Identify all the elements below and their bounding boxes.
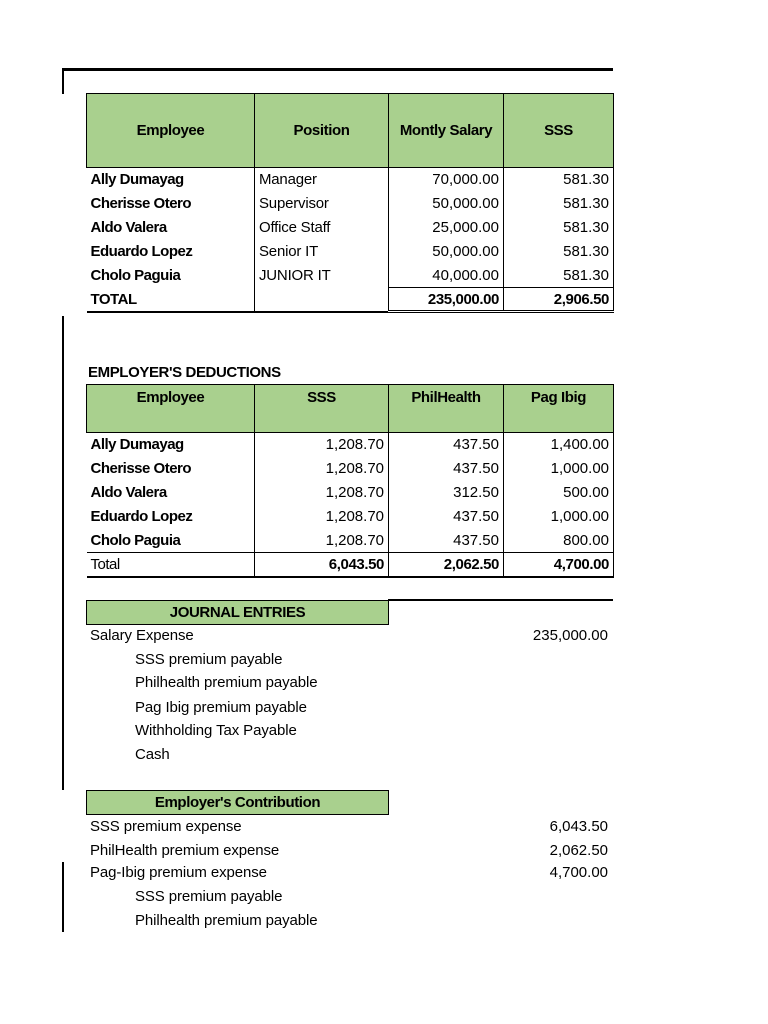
employee-position: Office Staff — [255, 216, 389, 240]
col-header-employee: Employee — [87, 385, 255, 433]
journal-account: Philhealth premium payable — [135, 674, 318, 691]
table-row — [87, 168, 614, 192]
sss-value: 1,208.70 — [255, 433, 389, 457]
table-row — [87, 192, 614, 216]
employee-name: Cholo Paguia — [90, 531, 181, 549]
employee-name: Cherisse Otero — [90, 460, 192, 477]
col-header-salary: Montly Salary — [389, 94, 504, 168]
journal-title: JOURNAL ENTRIES — [86, 600, 389, 625]
table-row — [87, 505, 614, 529]
deductions-title: EMPLOYER'S DEDUCTIONS — [88, 364, 281, 381]
total-sss: 2,906.50 — [504, 288, 614, 312]
pagibig-value: 1,000.00 — [504, 457, 614, 481]
employee-position: JUNIOR IT — [255, 264, 389, 288]
table-row — [87, 240, 614, 264]
contribution-title: Employer's Contribution — [86, 790, 389, 815]
employee-name: Cherisse Otero — [90, 195, 192, 212]
contribution-amount: 2,062.50 — [549, 842, 608, 859]
col-header-position: Position — [255, 94, 389, 168]
table-row — [87, 264, 614, 288]
margin-line-1 — [62, 316, 64, 790]
pagibig-value: 1,400.00 — [504, 433, 614, 457]
total-label: TOTAL — [87, 288, 255, 312]
philhealth-value: 437.50 — [389, 529, 504, 553]
table-row — [87, 433, 614, 457]
monthly-salary: 50,000.00 — [389, 240, 504, 264]
col-header-employee: Employee — [87, 94, 255, 168]
monthly-salary: 70,000.00 — [389, 168, 504, 192]
journal-account: Salary Expense — [90, 627, 194, 644]
sss-value: 581.30 — [504, 216, 614, 240]
contribution-account: Pag-Ibig premium expense — [90, 864, 267, 881]
journal-account: Pag Ibig premium payable — [135, 699, 307, 716]
table-row — [87, 529, 614, 553]
monthly-salary: 40,000.00 — [389, 264, 504, 288]
philhealth-value: 437.50 — [389, 433, 504, 457]
contribution-account: SSS premium payable — [135, 888, 283, 905]
journal-amount: 235,000.00 — [532, 627, 608, 644]
pagibig-value: 500.00 — [504, 481, 614, 505]
table-row — [87, 457, 614, 481]
total-row — [87, 553, 614, 577]
col-header-sss: SSS — [504, 94, 614, 168]
total-sss: 6,043.50 — [255, 553, 389, 577]
salary-table — [86, 93, 614, 313]
sss-value: 1,208.70 — [255, 505, 389, 529]
page-top-rule — [62, 68, 613, 71]
total-salary: 235,000.00 — [389, 288, 504, 312]
journal-account: Withholding Tax Payable — [135, 722, 297, 739]
pagibig-value: 1,000.00 — [504, 505, 614, 529]
contribution-account: Philhealth premium payable — [135, 912, 318, 929]
sss-value: 1,208.70 — [255, 457, 389, 481]
sss-value: 581.30 — [504, 192, 614, 216]
total-philhealth: 2,062.50 — [389, 553, 504, 577]
pagibig-value: 800.00 — [504, 529, 614, 553]
philhealth-value: 312.50 — [389, 481, 504, 505]
employee-name: Eduardo Lopez — [90, 508, 193, 525]
total-row — [87, 288, 614, 312]
sss-value: 581.30 — [504, 240, 614, 264]
employee-position: Supervisor — [255, 192, 389, 216]
table-row — [87, 481, 614, 505]
deductions-table — [86, 384, 614, 578]
total-pagibig: 4,700.00 — [504, 553, 614, 577]
employee-name: Eduardo Lopez — [90, 243, 193, 260]
monthly-salary: 25,000.00 — [389, 216, 504, 240]
employee-name: Aldo Valera — [90, 484, 167, 501]
contribution-account: PhilHealth premium expense — [90, 842, 280, 859]
employee-name: Cholo Paguia — [90, 267, 181, 284]
sss-value: 581.30 — [504, 264, 614, 288]
total-empty-cell — [255, 288, 389, 312]
journal-top-rule — [388, 599, 613, 601]
col-header-pagibig: Pag Ibig — [504, 385, 614, 433]
employee-name: Ally Dumayag — [90, 171, 184, 189]
journal-account: SSS premium payable — [135, 651, 283, 668]
journal-account: Cash — [135, 746, 170, 763]
margin-line-2 — [62, 862, 64, 932]
philhealth-value: 437.50 — [389, 457, 504, 481]
col-header-philhealth: PhilHealth — [389, 385, 504, 433]
employee-position: Senior IT — [255, 240, 389, 264]
sss-value: 1,208.70 — [255, 481, 389, 505]
page-left-tick — [62, 68, 64, 94]
contribution-amount: 4,700.00 — [549, 864, 608, 881]
sss-value: 1,208.70 — [255, 529, 389, 553]
table-row — [87, 216, 614, 240]
philhealth-value: 437.50 — [389, 505, 504, 529]
total-label: Total — [87, 553, 255, 577]
contribution-account: SSS premium expense — [90, 818, 242, 835]
employee-name: Aldo Valera — [90, 219, 167, 236]
monthly-salary: 50,000.00 — [389, 192, 504, 216]
employee-name: Ally Dumayag — [90, 436, 184, 454]
employee-position: Manager — [255, 168, 389, 192]
sss-value: 581.30 — [504, 168, 614, 192]
contribution-amount: 6,043.50 — [549, 818, 608, 835]
col-header-sss: SSS — [255, 385, 389, 433]
